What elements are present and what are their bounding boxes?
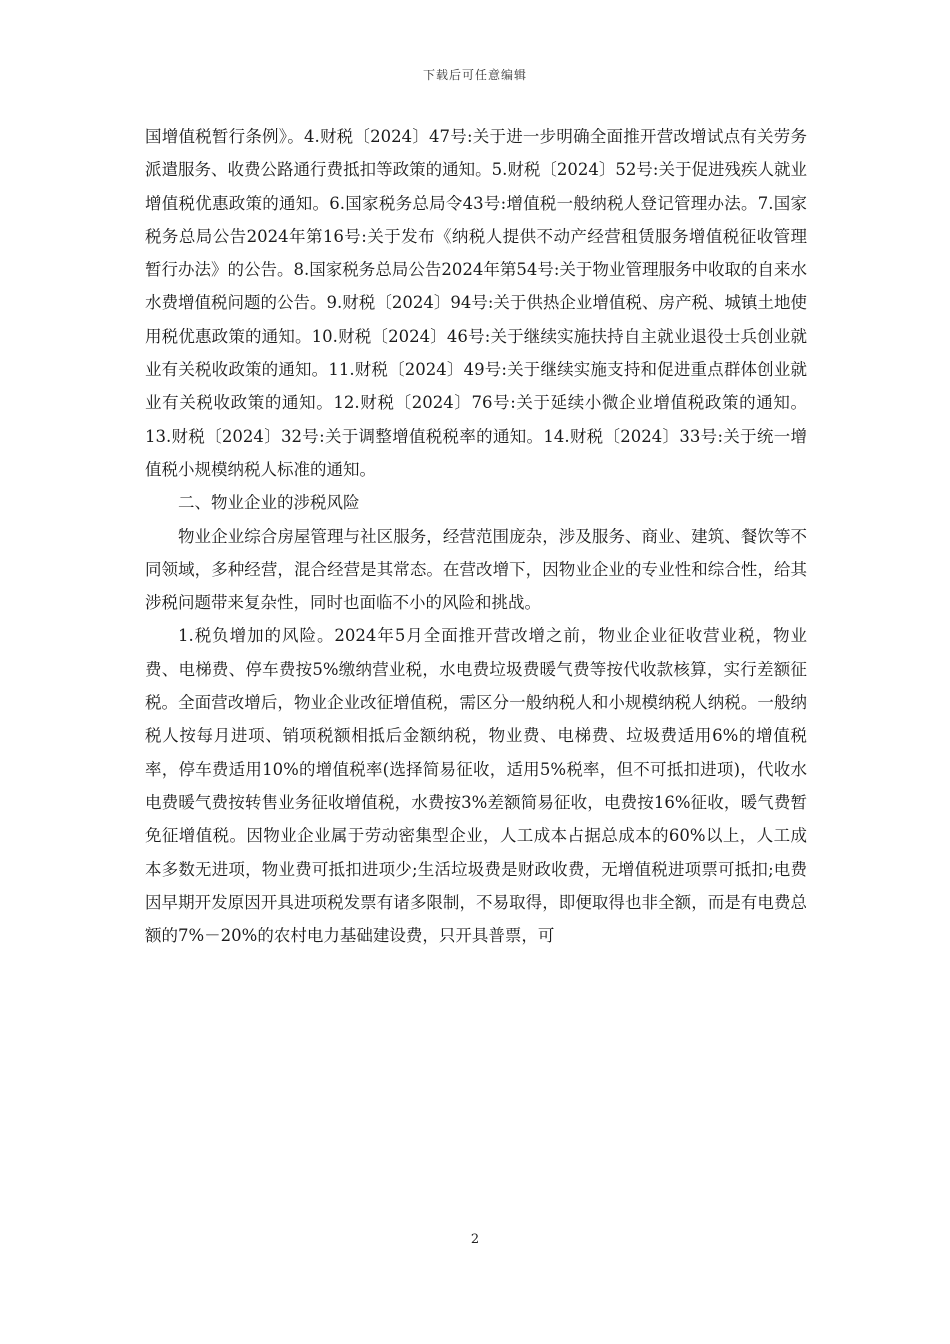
paragraph-regulations-list: 国增值税暂行条例》。4.财税〔2024〕47号:关于进一步明确全面推开营改增试点有关劳务派遣服务、收费公路通行费抵扣等政策的通知。5.财税〔2024〕52号:关于促进残疾人就业增值税优惠政策的通知。6.国家税务总局令43号:增值税一般纳税人登记管理办法。7.国家税务总局公告2024年第16号:关于发布《纳税人提供不动产经营租赁服务增值税征收管理暂行办法》的公告。8.国家税务总局公告2024年第54号:关于物业管理服务中收取的自来水水费增值税问题的公告。9.财税〔2024〕94号:关于供热企业增值税、房产税、城镇土地使用税优惠政策的通知。10.财税〔2024〕46号:关于继续实施扶持自主就业退役士兵创业就业有关税收政策的通知。11.财税〔2024〕49号:关于继续实施支持和促进重点群体创业就业有关税收政策的通知。12.财税〔2024〕76号:关于延续小微企业增值税政策的通知。13.财税〔2024〕32号:关于调整增值税税率的通知。14.财税〔2024〕33号:关于统一增值税小规模纳税人标准的通知。 xyxy=(145,127,807,479)
page-number: 2 xyxy=(470,1232,480,1247)
paragraph-intro: 物业企业综合房屋管理与社区服务，经营范围庞杂，涉及服务、商业、建筑、餐饮等不同领域，多种经营，混合经营是其常态。在营改增下，因物业企业的专业性和综合性，给其涉税问题带来复杂性，同时也面临不小的风险和挑战。 xyxy=(145,526,807,613)
document-body xyxy=(145,120,807,952)
paragraph-tax-burden-risk: 1.税负增加的风险。2024年5月全面推开营改增之前，物业企业征收营业税，物业费、电梯费、停车费按5%缴纳营业税，水电费垃圾费暖气费等按代收款核算，实行差额征税。全面营改增后，物业企业改征增值税，需区分一般纳税人和小规模纳税人纳税。一般纳税人按每月进项、销项税额相抵后金额纳税，物业费、电梯费、垃圾费适用6%的增值税率，停车费适用10%的增值税率(选择简易征收，适用5%税率，但不可抵扣进项)，代收水电费暖气费按转售业务征收增值税，水费按3%差额简易征收，电费按16%征收，暖气费暂免征增值税。因物业企业属于劳动密集型企业，人工成本占据总成本的60%以上，人工成本多数无进项，物业费可抵扣进项少;生活垃圾费是财政收费，无增值税进项票可抵扣;电费因早期开发原因开具进项税发票有诸多限制，不易取得，即便取得也非全额，而是有电费总额的7%－20%的农村电力基础建设费，只开具普票，可 xyxy=(145,626,807,946)
section-heading: 二、物业企业的涉税风险 xyxy=(178,493,360,513)
header-note: 下载后可任意编辑 xyxy=(422,68,527,82)
